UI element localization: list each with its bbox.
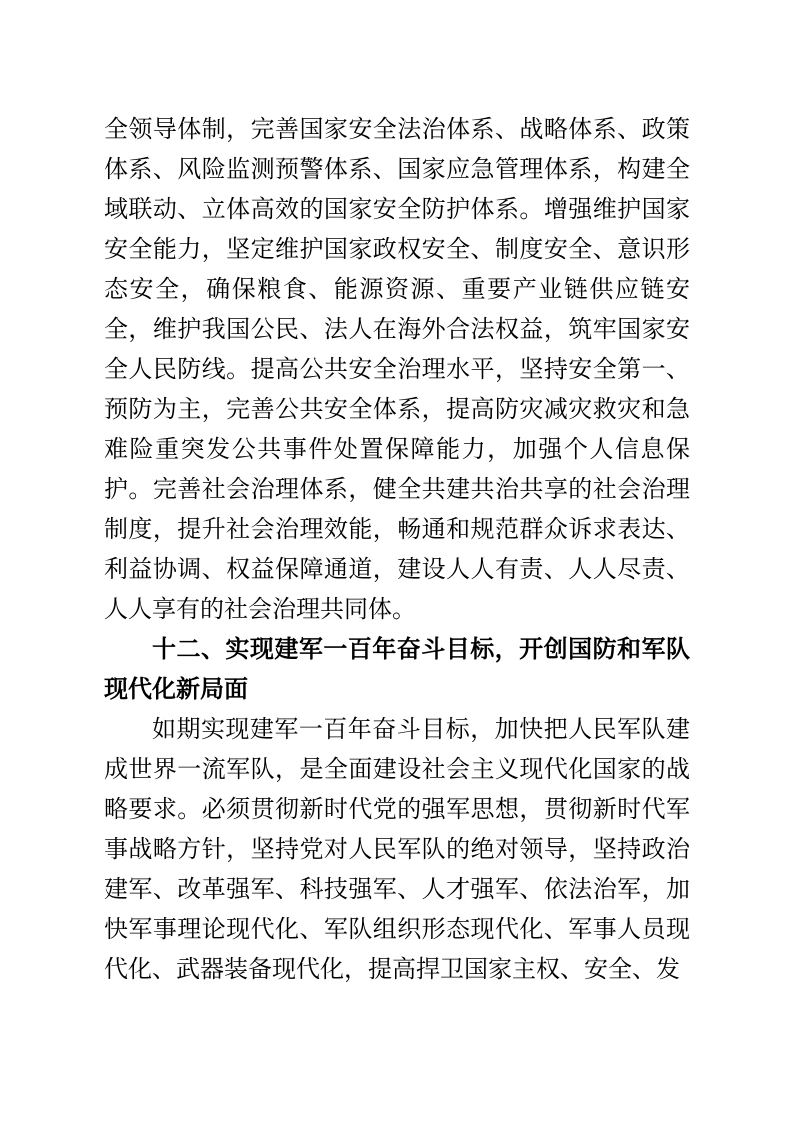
section-heading-twelve: 十二、实现建军一百年奋斗目标，开创国防和军队现代化新局面: [104, 636, 690, 703]
paragraph-military-goal: 如期实现建军一百年奋斗目标，加快把人民军队建成世界一流军队，是全面建设社会主义现代化国家的战略要求。必须贯彻新时代党的强军思想，贯彻新时代军事战略方针，坚持党对人民军队的绝对领导，坚持政治建军、改革强军、科技强军、人才强军、依法治军，加快军事理论现代化、军队组织形态现代化、军事人员现代化、武器装备现代化，提高捍卫国家主权、安全、发: [104, 717, 690, 983]
page-content: [104, 110, 690, 990]
paragraph-security-governance: 全领导体制，完善国家安全法治体系、战略体系、政策体系、风险监测预警体系、国家应急管理体系，构建全域联动、立体高效的国家安全防护体系。增强维护国家安全能力，坚定维护国家政权安全、制度安全、意识形态安全，确保粮食、能源资源、重要产业链供应链安全，维护我国公民、法人在海外合法权益，筑牢国家安全人民防线。提高公共安全治理水平，坚持安全第一、预防为主，完善公共安全体系，提高防灾减灾救灾和急难险重突发公共事件处置保障能力，加强个人信息保护。完善社会治理体系，健全共建共治共享的社会治理制度，提升社会治理效能，畅通和规范群众诉求表达、利益协调、权益保障通道，建设人人有责、人人尽责、人人享有的社会治理共同体。: [104, 117, 690, 623]
